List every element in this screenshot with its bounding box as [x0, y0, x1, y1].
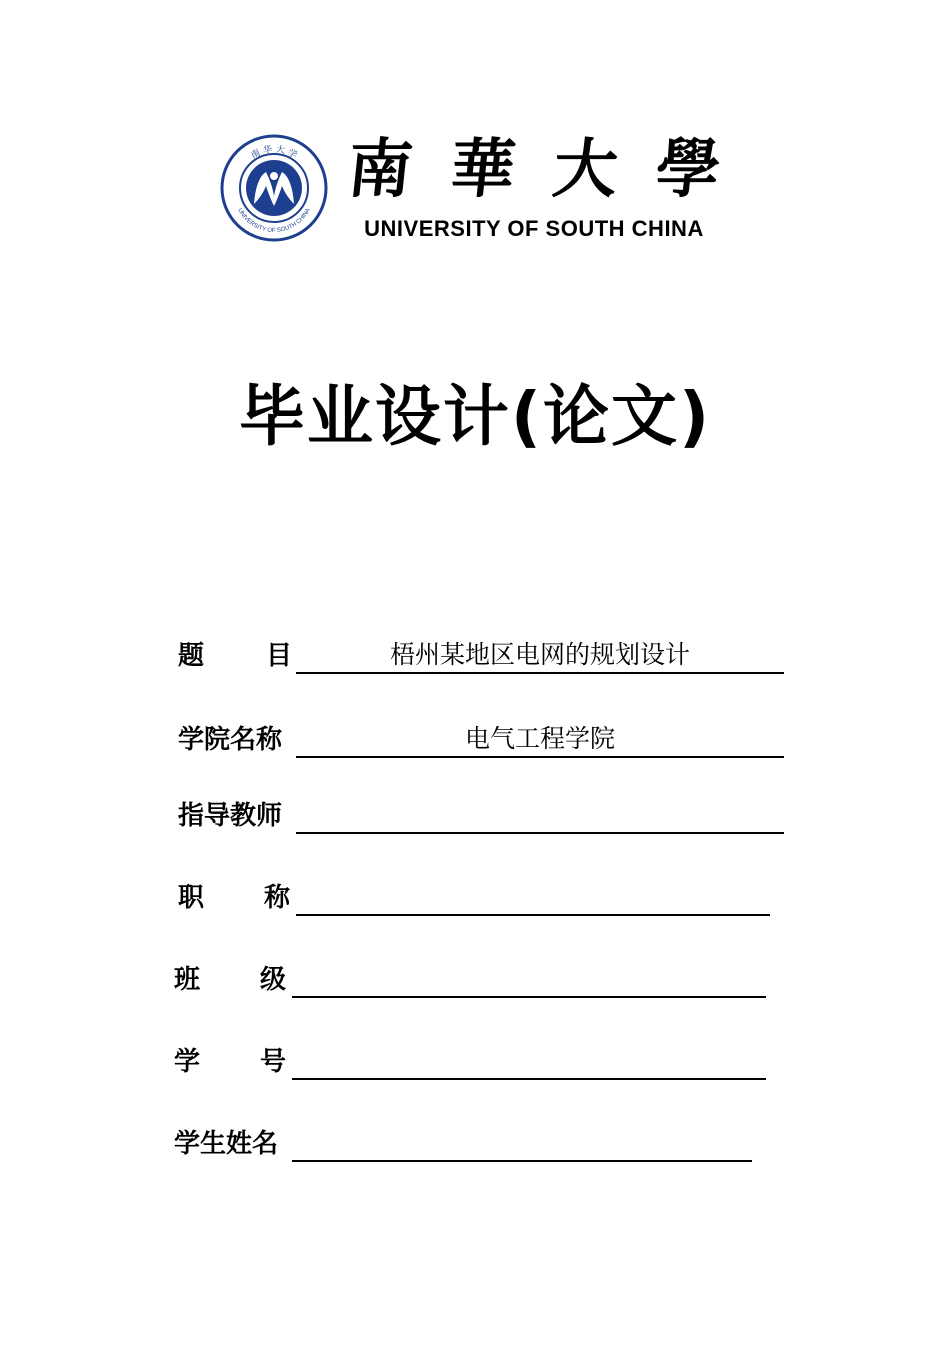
field-label-char: 称: [264, 883, 291, 913]
field-underline[interactable]: [292, 962, 766, 998]
field-label-char: 学: [174, 1047, 201, 1077]
field-label-char: 学院名称: [178, 725, 283, 755]
seal-top-text: 南 华 大 学: [249, 144, 299, 162]
field-label-char: 指导教师: [178, 801, 283, 831]
field-underline[interactable]: [296, 798, 784, 834]
university-name-char: 南: [344, 132, 416, 207]
university-name-char: 華: [446, 132, 519, 207]
field-underline[interactable]: [292, 1126, 752, 1162]
field-label: [178, 640, 296, 672]
university-name-char: 大: [549, 132, 622, 207]
field-title-rank: [178, 880, 770, 916]
field-value: 梧州某地区电网的规划设计: [389, 640, 690, 669]
seal-bottom-text: UNIVERSITY OF SOUTH CHINA: [236, 207, 312, 235]
field-underline[interactable]: [296, 722, 784, 758]
field-topic: [178, 638, 784, 674]
svg-text:南 华 大 学: [249, 143, 300, 161]
field-college: [178, 722, 784, 758]
field-advisor: [178, 798, 784, 834]
university-name-chinese: [344, 128, 725, 212]
field-underline[interactable]: [296, 880, 770, 916]
field-label-char: 级: [260, 965, 287, 995]
document-title: 毕业设计(论文): [238, 378, 712, 455]
field-class: [174, 962, 766, 998]
university-seal-icon: [220, 134, 328, 242]
field-student-id: [174, 1044, 766, 1080]
university-name-english: UNIVERSITY OF SOUTH CHINA: [364, 216, 704, 241]
field-underline[interactable]: [296, 638, 784, 674]
field-label-char: 学生姓名: [174, 1129, 279, 1159]
university-name-char: 學: [652, 132, 724, 207]
field-label: [174, 1046, 292, 1078]
field-label: [178, 724, 296, 756]
field-label-char: 班: [174, 965, 201, 995]
field-label: [174, 1128, 292, 1160]
university-logo: [220, 128, 724, 248]
field-student-name: [174, 1126, 752, 1162]
field-label-char: 目: [266, 641, 293, 671]
field-label-char: 题: [178, 641, 205, 671]
field-value: 电气工程学院: [464, 724, 615, 753]
field-label: [178, 800, 296, 832]
field-underline[interactable]: [292, 1044, 766, 1080]
field-label-char: 号: [260, 1047, 287, 1077]
field-label: [178, 882, 296, 914]
field-label-char: 职: [178, 883, 205, 913]
field-label: [174, 964, 292, 996]
